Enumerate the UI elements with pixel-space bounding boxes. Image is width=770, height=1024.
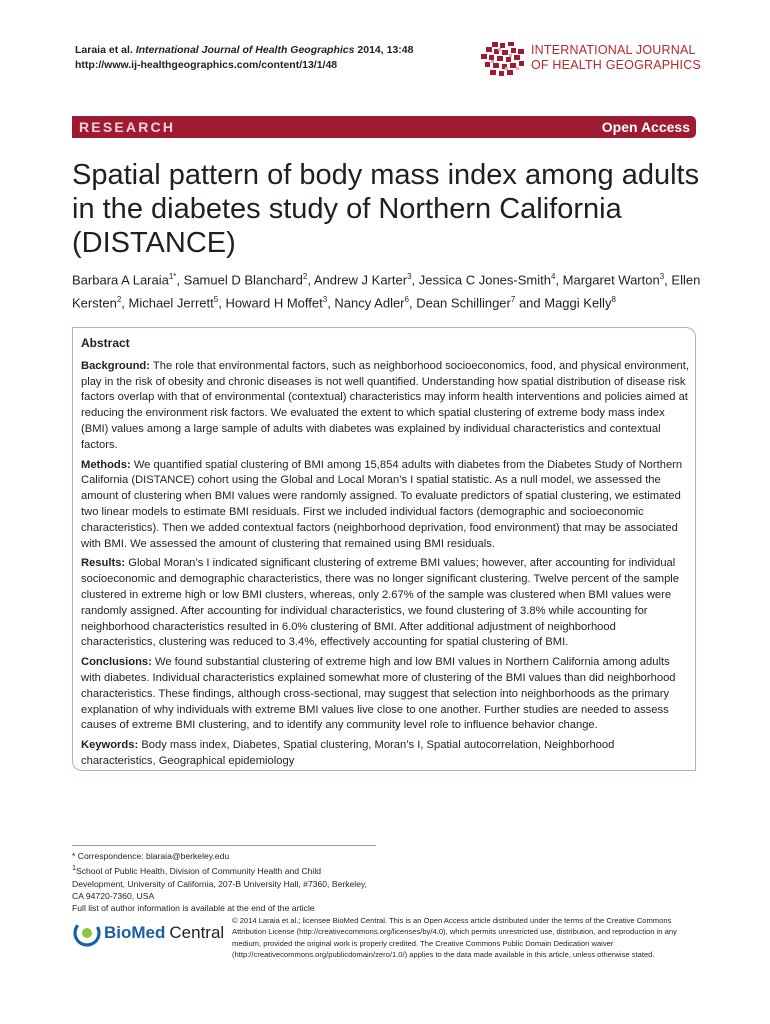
conclusions-text: We found substantial clustering of extreme high and low BMI values in Northern California among adults with diabetes. Individual characteristics explained somewhat more of clustering of the BMI values than did neighborhood characteristics. These findings, although cross-sectional, may suggest that selection into neighborhoods as the primary explanation of why individuals with extreme BMI values live close to one another. Further studies are needed to assess causes of extreme BMI clustering, and to identify any community level role to influence behavior change. [81, 656, 676, 732]
license-text: © 2014 Laraia et al.; licensee BioMed Central. This is an Open Access article distributed under the terms of the Creative Commons Attribution License (http://creativecommons.org/licenses/by/4.0), which permits unrestricted use, distribution, and reproduction in any medium, provided the original work is properly credited. The Creative Commons Public Domain Dedication waiver (http://creativecommons.org/publicdomain/zero/1.0/) applies to the data made available in this article, unless otherwise stated. [232, 916, 677, 959]
author-affiliation: 7 [510, 295, 516, 305]
publisher-name-part1: BioMed [104, 923, 166, 942]
author-affiliation: 3 [659, 272, 665, 281]
open-access-label: Open Access [601, 119, 690, 135]
article-category: RESEARCH [79, 119, 176, 135]
conclusions-label: Conclusions: [81, 656, 152, 669]
footnote-divider [72, 845, 376, 846]
citation-authors: Laraia et al. [75, 44, 133, 56]
author-affiliation: 4 [550, 272, 556, 281]
author-name: Dean Schillinger [416, 295, 511, 311]
publisher-name-part2: Central [169, 923, 225, 942]
author-name: Margaret Warton [562, 272, 660, 288]
results-label: Results: [81, 557, 126, 570]
abstract-methods [81, 458, 689, 553]
background-text: The role that environmental factors, such as neighborhood socioeconomics, food, and physical environment, play in the risk of obesity and chronic diseases is not well quantified. Understanding how spatial distribution of disease risk factors overlap with that of environmental (contextual) characteristics may inform health interventions and policies aimed at reducing the environment risk factors. We evaluated the extent to which spatial clustering of extreme body mass index (BMI) values among a large sample of adults with diabetes was explained by individual characteristics and contextual factors. [81, 359, 689, 451]
abstract [81, 336, 689, 774]
author-conjunction: and [515, 295, 545, 311]
author-name: Ellen Kersten [72, 272, 701, 311]
journal-name [531, 43, 701, 73]
author-info-note: Full list of author information is available at the end of the article [72, 903, 315, 914]
article-title: Spatial pattern of body mass index among adults in the diabetes study of Northern California (DISTANCE) [72, 159, 700, 259]
background-label: Background: [81, 359, 150, 372]
abstract-background [81, 359, 689, 454]
correspondence-note: * Correspondence: blaraia@berkeley.edu [72, 851, 230, 861]
abstract-heading: Abstract [81, 336, 130, 350]
author-affiliation: 6 [404, 295, 409, 305]
abstract-results [81, 556, 689, 651]
author-name: Nancy Adler [334, 295, 405, 311]
abstract-conclusions [81, 655, 689, 734]
author-affiliation: 1* [168, 272, 177, 281]
author-affiliation: 2 [116, 295, 122, 305]
affiliation-number: 1 [72, 864, 76, 873]
citation-header [75, 43, 413, 73]
author-name: Barbara A Laraia [72, 272, 169, 288]
author-name: Samuel D Blanchard [183, 272, 303, 288]
journal-name-line2: OF HEALTH GEOGRAPHICS [531, 58, 701, 72]
affiliation-line: Development, University of California, 207-B University Hall, #7360, Berkeley, [72, 878, 368, 889]
article-url[interactable]: http://www.ij-healthgeographics.com/content/13/1/48 [75, 59, 338, 71]
citation-volume: 2014, 13:48 [354, 44, 414, 56]
results-text: Global Moran’s I indicated significant clustering of extreme BMI values; however, after accounting for individual socioeconomic and demographic characteristics, there was no longer significant clustering. Twelve percent of the sample clustered in extreme high or low BMI clusters, whereas, only 2.67% of the sample was clustered when BMI values were randomly assigned. After accounting for individual characteristics, we found clustering of 3.8% while accounting for neighborhood characteristics resulted in 6.0% clustering of BMI. After additional adjustment of neighborhood characteristics, clustering was reduced to 3.4%, effectively accounting for spatial clustering of BMI. [81, 557, 680, 649]
abstract-keywords [81, 738, 689, 770]
author-affiliation: 3 [407, 272, 412, 281]
author-name: Jessica C Jones-Smith [418, 272, 551, 288]
keywords-label: Keywords: [81, 739, 139, 752]
affiliation-line: CA 94720-7360, USA [72, 891, 155, 902]
affiliation-note [72, 862, 392, 877]
affiliation-line: School of Public Health, Division of Community Health and Child [75, 866, 322, 877]
author-name: Michael Jerrett [128, 295, 214, 311]
citation-journal: International Journal of Health Geographics [135, 44, 355, 56]
author-affiliation: 5 [213, 295, 219, 305]
keywords-text: Body mass index, Diabetes, Spatial clustering, Moran’s I, Spatial autocorrelation, Neighborhood characteristics, Geographical epidemiology [81, 739, 615, 767]
author-affiliation: 8 [611, 295, 616, 305]
citation-line [75, 43, 413, 58]
author-list: Barbara A Laraia$^{1*}$, Samuel D Blanchard$^2$, Andrew J Karter$^3$, Jessica C Jones-Smith$^4$, Margaret Warton$^3$, Ellen Kersten$^2$, Michael Jerrett$^5$, Howard H Moffet$^3$, Nancy Adler$^6$, Dean Schillinger$^7$ and Maggi Kelly$^8$ [72, 272, 701, 311]
section-bar [72, 116, 696, 138]
methods-label: Methods: [81, 458, 131, 471]
author-name: Howard H Moffet [225, 295, 323, 311]
journal-name-line1: INTERNATIONAL JOURNAL [531, 43, 696, 57]
author-name: Andrew J Karter [313, 272, 408, 288]
author-name: Maggi Kelly [544, 295, 612, 311]
methods-text: We quantified spatial clustering of BMI among 15,854 adults with diabetes from the Diabetes Study of Northern California (DISTANCE) cohort using the Global and Local Moran’s I spatial statistic. As a null model, we assessed the amount of clustering when BMI values were randomly assigned. To evaluate predictors of spatial clustering, we estimated two linear models to estimate BMI residuals. First we included individual factors (demographic and socioeconomic characteristics). Then we added contextual factors (neighborhood deprivation, food environment) that may be associated with BMI. We assessed the amount of clustering that remained using BMI residuals. [81, 458, 683, 550]
mosaic-logo-icon [478, 42, 528, 76]
footnotes [72, 850, 392, 915]
author-affiliation: 2 [302, 272, 308, 281]
publisher-name [104, 923, 224, 943]
author-affiliation: 3 [322, 295, 328, 305]
